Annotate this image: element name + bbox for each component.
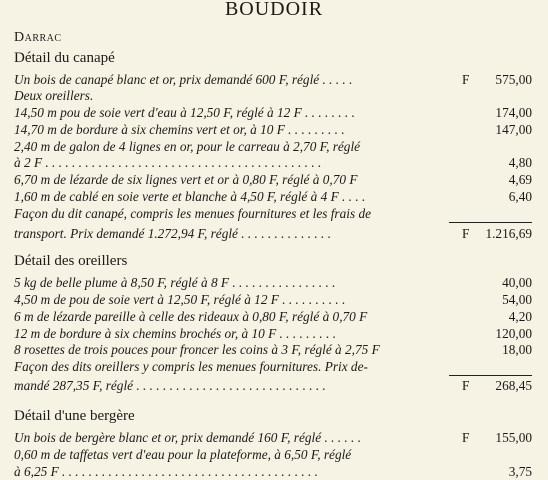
total-rule <box>449 222 532 223</box>
ledger-line <box>14 430 532 446</box>
ledger-line <box>14 105 532 121</box>
line-amount: 268,45 <box>495 378 532 393</box>
line-amount: 18,00 <box>502 342 532 357</box>
section-heading: Détail d'une bergère <box>14 408 135 424</box>
line-amount: 575,00 <box>495 72 532 87</box>
line-description: Un bois de canapé blanc et or, prix demandé 600 F, réglé . . . . . <box>14 72 353 87</box>
page-title: BOUDOIR <box>224 0 324 20</box>
line-description: Façon des dits oreillers y compris les menues fournitures. Prix de- <box>14 359 368 374</box>
line-amount: 4,80 <box>508 155 532 170</box>
ledger-line <box>14 326 532 342</box>
total-rule <box>449 375 532 376</box>
line-amount: 54,00 <box>502 292 532 307</box>
currency-label: F <box>462 378 470 393</box>
ledger-line <box>14 189 532 205</box>
ledger-line <box>14 226 532 242</box>
ledger-line <box>14 155 532 171</box>
currency-label: F <box>462 72 470 87</box>
line-description: à 2 F . . . . . . . . . . . . . . . . . . . . . . . . . . . . . . . . . . . . . . . . . . <box>14 155 322 170</box>
line-description: Un bois de bergère blanc et or, prix demandé 160 F, réglé . . . . . . <box>14 430 362 445</box>
ledger-line <box>14 172 532 188</box>
line-amount: 6,40 <box>508 189 532 204</box>
line-amount: 155,00 <box>495 430 532 445</box>
ledger-line <box>14 309 532 325</box>
line-description: 0,60 m de taffetas vert d'eau pour la plateforme, à 6,50 F, réglé <box>14 447 352 462</box>
ledger-line <box>14 292 532 308</box>
line-description: 8 rosettes de trois pouces pour froncer les coins à 3 F, réglé à 2,75 F <box>14 342 380 357</box>
ledger-line <box>14 139 532 155</box>
line-amount: 4,20 <box>508 309 532 324</box>
line-description: 14,70 m de bordure à six chemins vert et or, à 10 F . . . . . . . . . <box>14 122 345 137</box>
line-amount: 4,69 <box>508 172 532 187</box>
ledger-line <box>14 122 532 138</box>
author-name: Darrac <box>14 30 62 45</box>
line-description: 14,50 m pou de soie vert d'eau à 12,50 F, réglé à 12 F . . . . . . . . <box>14 105 355 120</box>
line-description: 4,50 m de pou de soie vert à 12,50 F, réglé à 12 F . . . . . . . . . . <box>14 292 346 307</box>
ledger-line <box>14 447 532 463</box>
ledger-line <box>14 72 532 88</box>
line-amount: 147,00 <box>495 122 532 137</box>
line-description: transport. Prix demandé 1.272,94 F, réglé . . . . . . . . . . . . . . <box>14 226 332 241</box>
currency-label: F <box>462 430 470 445</box>
line-description: à 6,25 F . . . . . . . . . . . . . . . . . . . . . . . . . . . . . . . . . . . . . . . <box>14 464 318 479</box>
line-description: 2,40 m de galon de 4 lignes en or, pour le carreau à 2,70 F, réglé <box>14 139 361 154</box>
line-description: 5 kg de belle plume à 8,50 F, réglé à 8 F . . . . . . . . . . . . . . . . <box>14 275 336 290</box>
line-description: 1,60 m de cablé en soie verte et blanche à 4,50 F, réglé à 4 F . . . . <box>14 189 366 204</box>
section-heading: Détail des oreillers <box>14 253 128 269</box>
line-description: 6,70 m de lézarde de six lignes vert et or à 0,80 F, réglé à 0,70 F <box>14 172 358 187</box>
line-description: 12 m de bordure à six chemins brochés or, à 10 F . . . . . . . . . <box>14 326 337 341</box>
section-heading: Détail du canapé <box>14 50 115 66</box>
line-description: 6 m de lézarde pareille à celle des rideaux à 0,80 F, réglé à 0,70 F <box>14 309 368 324</box>
ledger-line <box>14 206 532 222</box>
ledger-line <box>14 378 532 394</box>
line-amount: 120,00 <box>495 326 532 341</box>
line-description: Façon du dit canapé, compris les menues fournitures et les frais de <box>14 206 371 221</box>
ledger-line <box>14 275 532 291</box>
currency-label: F <box>462 226 470 241</box>
line-description: mandé 287,35 F, réglé . . . . . . . . . . . . . . . . . . . . . . . . . . . . . <box>14 378 326 393</box>
ledger-line <box>14 88 532 104</box>
line-description: Deux oreillers. <box>14 88 94 103</box>
ledger-line <box>14 464 532 480</box>
line-amount: 1.216,69 <box>485 226 532 241</box>
ledger-line <box>14 342 532 358</box>
line-amount: 174,00 <box>495 105 532 120</box>
line-amount: 40,00 <box>502 275 532 290</box>
ledger-line <box>14 359 532 375</box>
line-amount: 3,75 <box>508 464 532 479</box>
